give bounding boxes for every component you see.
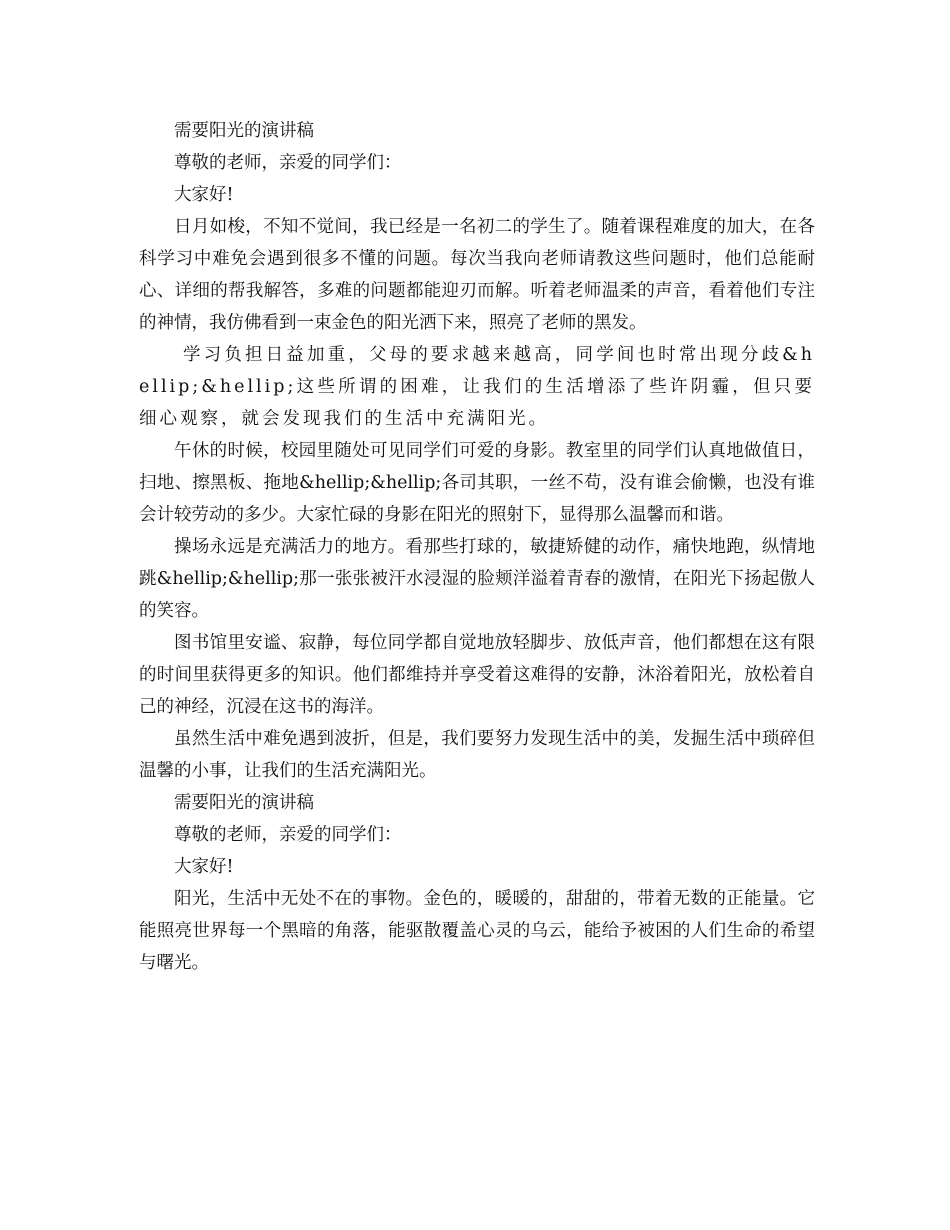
paragraph-sunshine: 阳光，生活中无处不在的事物。金色的，暖暖的，甜甜的，带着无数的正能量。它能照亮世界每一个黑暗的角落，能驱散覆盖心灵的乌云，能给予被困的人们生命的希望与曙光。 — [139, 889, 815, 973]
salutation-2: 尊敬的老师，亲爱的同学们： — [174, 825, 402, 845]
salutation: 尊敬的老师，亲爱的同学们： — [174, 153, 402, 173]
paragraph-playground: 操场永远是充满活力的地方。看那些打球的，敏捷矫健的动作，痛快地跑，纵情地跳&hellip;&hellip;那一张张被汗水浸湿的脸颊洋溢着青春的激情，在阳光下扬起傲人的笑容。 — [139, 537, 815, 621]
greeting: 大家好! — [174, 185, 234, 205]
paragraph-study-help: 日月如梭，不知不觉间，我已经是一名初二的学生了。随着课程难度的加大，在各科学习中难免会遇到很多不懂的问题。每次当我向老师请教这些问题时，他们总能耐心、详细的帮我解答，多难的问题都能迎刃而解。听着老师温柔的声音，看着他们专注的神情，我仿佛看到一束金色的阳光洒下来，照亮了老师的黑发。 — [139, 217, 815, 333]
document-body — [139, 115, 815, 979]
speech-title-2: 需要阳光的演讲稿 — [174, 793, 314, 813]
speech-title: 需要阳光的演讲稿 — [174, 121, 314, 141]
paragraph-conclusion: 虽然生活中难免遇到波折，但是，我们要努力发现生活中的美，发掘生活中琐碎但温馨的小事，让我们的生活充满阳光。 — [139, 729, 815, 781]
paragraph-burdens: 学习负担日益加重，父母的要求越来越高，同学间也时常出现分歧&hellip;&hellip;这些所谓的困难，让我们的生活增添了些许阴霾，但只要细心观察，就会发现我们的生活中充满阳光。 — [139, 345, 815, 429]
paragraph-library: 图书馆里安谧、寂静，每位同学都自觉地放轻脚步、放低声音，他们都想在这有限的时间里获得更多的知识。他们都维持并享受着这难得的安静，沐浴着阳光，放松着自己的神经，沉浸在这书的海洋。 — [139, 633, 815, 717]
paragraph-noon-break: 午休的时候，校园里随处可见同学们可爱的身影。教室里的同学们认真地做值日，扫地、擦黑板、拖地&hellip;&hellip;各司其职，一丝不苟，没有谁会偷懒，也没有谁会计较劳动的多少。大家忙碌的身影在阳光的照射下，显得那么温馨而和谐。 — [139, 441, 815, 525]
greeting-2: 大家好! — [174, 857, 234, 877]
